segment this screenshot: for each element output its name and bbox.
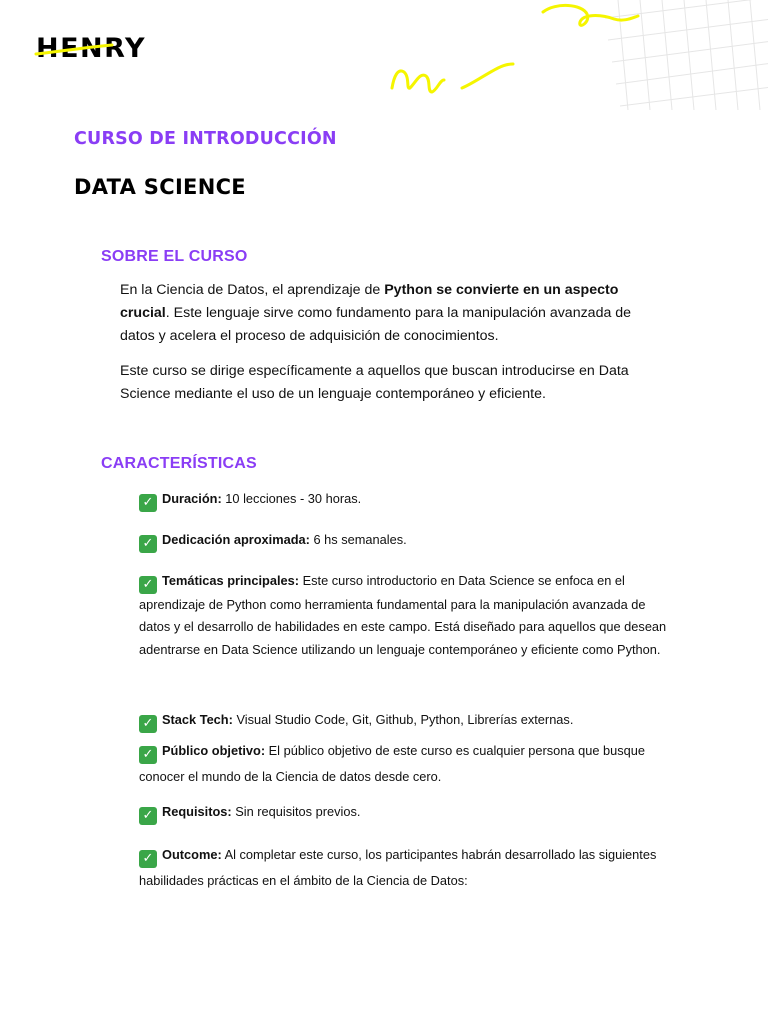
feature-label: Dedicación aproximada: [162, 532, 310, 547]
feature-item [139, 570, 669, 661]
check-mark-icon: ✓ [139, 746, 157, 764]
check-mark-icon: ✓ [139, 850, 157, 868]
feature-item [139, 488, 669, 512]
yellow-scribbles [392, 5, 638, 92]
check-mark-icon: ✓ [139, 535, 157, 553]
about-p1-text-b: . Este lenguaje sirve como fundamento para la manipulación avanzada de datos y acelera el proceso de adquisición de conocimientos. [120, 305, 632, 344]
check-mark-icon: ✓ [139, 494, 157, 512]
feature-label: Temáticas principales: [162, 573, 300, 588]
course-eyebrow: CURSO DE INTRODUCCIÓN [74, 129, 337, 149]
feature-item [139, 801, 669, 825]
about-paragraph-2: Este curso se dirige específicamente a aquellos que buscan introducirse en Data Science mediante el uso de un lenguaje contemporáneo y eficiente. [120, 363, 629, 402]
feature-label: Duración: [162, 491, 222, 506]
feature-text: Este curso introductorio en Data Science se enfoca en el aprendizaje de Python como herramienta fundamental para la manipulación avanzada de datos y el desarrollo de habilidades en este campo. Está diseñado para aquellos que desean adentrarse en Data Science utilizando un lenguaje contemporáneo y eficiente como Python. [139, 573, 667, 657]
feature-label: Requisitos: [162, 804, 232, 819]
feature-label: Público objetivo: [162, 743, 266, 758]
grid-pattern [605, 0, 768, 110]
logo-underline-stroke [34, 42, 114, 62]
scribble-stroke [462, 64, 513, 88]
henry-logo[interactable] [36, 34, 156, 68]
feature-text: 6 hs semanales. [309, 532, 407, 547]
feature-label: Outcome: [162, 847, 222, 862]
feature-text: 10 lecciones - 30 horas. [221, 491, 362, 506]
about-p1-text-a: En la Ciencia de Datos, el aprendizaje de [120, 282, 385, 298]
feature-text: Visual Studio Code, Git, Github, Python, Librerías externas. [232, 712, 574, 727]
feature-item [139, 709, 669, 733]
scribble-loops [392, 71, 444, 92]
course-title: DATA SCIENCE [74, 175, 246, 199]
check-mark-icon: ✓ [139, 807, 157, 825]
about-paragraph-1 [120, 279, 668, 348]
feature-text: Al completar este curso, los participantes habrán desarrollado las siguientes habilidades prácticas en el ámbito de la Ciencia de Datos: [139, 847, 657, 888]
feature-item [139, 529, 669, 553]
logo-text: HENRY [36, 33, 147, 64]
feature-label: Stack Tech: [162, 712, 233, 727]
feature-text: Sin requisitos previos. [231, 804, 361, 819]
feature-item [139, 738, 669, 789]
check-mark-icon: ✓ [139, 576, 157, 594]
about-heading: SOBRE EL CURSO [101, 248, 248, 265]
feature-text: El público objetivo de este curso es cualquier persona que busque conocer el mundo de la Ciencia de datos desde cero. [139, 743, 645, 784]
about-p1-bold: Python se convierte en un aspecto crucial [120, 282, 619, 321]
scribble-top [543, 5, 638, 25]
features-heading: CARACTERÍSTICAS [101, 455, 257, 472]
check-mark-icon: ✓ [139, 715, 157, 733]
feature-item [139, 842, 669, 893]
